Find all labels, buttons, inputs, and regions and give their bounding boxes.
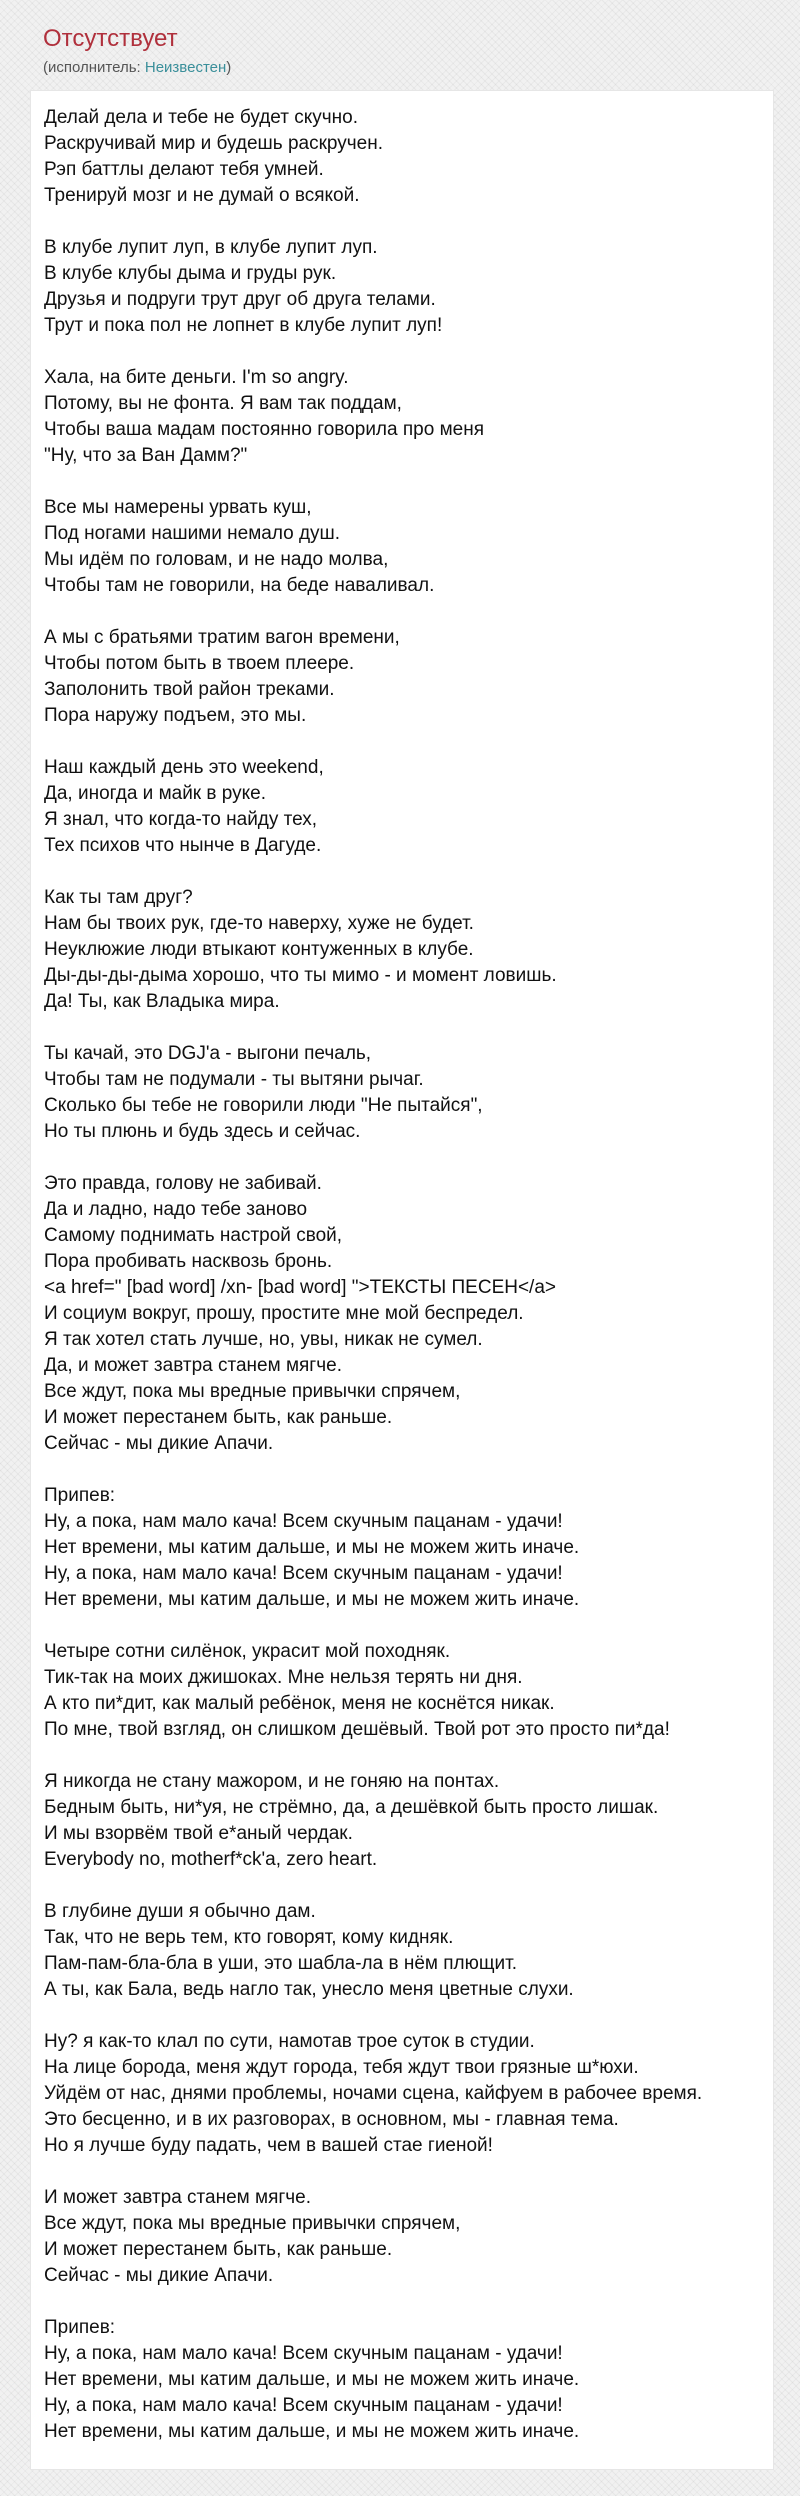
stanza: [44, 1639, 764, 1743]
lyric-line: А мы с братьями тратим вагон времени,: [44, 627, 400, 648]
lyric-line: Чтобы ваша мадам постоянно говорила про меня: [44, 419, 484, 440]
lyric-line: А кто пи*дит, как малый ребёнок, меня не коснётся никак.: [44, 1693, 555, 1714]
stanza: [44, 1899, 764, 2003]
lyric-line: Раскручивай мир и будешь раскручен.: [44, 133, 383, 154]
artist-line: [43, 58, 783, 78]
lyric-line: Ды-ды-ды-дыма хорошо, что ты мимо - и момент ловишь.: [44, 965, 557, 986]
stanza: [44, 105, 764, 209]
lyric-line: Припев:: [44, 2317, 116, 2338]
lyric-line: Это бесценно, и в их разговорах, в основном, мы - главная тема.: [44, 2109, 619, 2130]
stanza: [44, 885, 764, 1015]
stanza: [44, 365, 764, 469]
lyric-line: Все мы намерены урвать куш,: [44, 497, 312, 518]
lyric-line: Сейчас - мы дикие Апачи.: [44, 1433, 274, 1454]
lyric-line: Но ты плюнь и будь здесь и сейчас.: [44, 1121, 361, 1142]
lyric-line: Хала, на бите деньги. I'm so angry.: [44, 367, 349, 388]
lyric-line: Да! Ты, как Владыка мира.: [44, 991, 280, 1012]
lyric-line: Чтобы потом быть в твоем плеере.: [44, 653, 355, 674]
lyric-line: Я никогда не стану мажором, и не гоняю на понтах.: [44, 1771, 500, 1792]
stanza: [44, 625, 764, 729]
stanza: [44, 2315, 764, 2445]
lyric-line: Да, и может завтра станем мягче.: [44, 1355, 342, 1376]
lyric-line: Заполонить твой район треками.: [44, 679, 335, 700]
lyric-line: Тех психов что нынче в Дагуде.: [44, 835, 322, 856]
lyric-line: Чтобы там не подумали - ты вытяни рычаг.: [44, 1069, 424, 1090]
lyric-line: Тик-так на моих джишоках. Мне нельзя терять ни дня.: [44, 1667, 523, 1688]
lyric-line: И может завтра станем мягче.: [44, 2187, 312, 2208]
lyrics-text: [44, 105, 764, 2471]
lyric-line: Да и ладно, надо тебе заново: [44, 1199, 308, 1220]
stanza: [44, 1171, 764, 1457]
lyric-line: Припев:: [44, 1485, 116, 1506]
lyric-line: В клубе лупит луп, в клубе лупит луп.: [44, 237, 378, 258]
lyric-line: Я так хотел стать лучше, но, увы, никак не сумел.: [44, 1329, 483, 1350]
lyric-line: Нам бы твоих рук, где-то наверху, хуже не будет.: [44, 913, 474, 934]
stanza: [44, 1769, 764, 1873]
lyric-line: Нет времени, мы катим дальше, и мы не можем жить иначе.: [44, 1589, 580, 1610]
lyric-line: И мы взорвём твой е*аный чердак.: [44, 1823, 353, 1844]
lyric-line: И социум вокруг, прошу, простите мне мой беспредел.: [44, 1303, 524, 1324]
lyric-line: По мне, твой взгляд, он слишком дешёвый. Твой рот это просто пи*да!: [44, 1719, 670, 1740]
lyric-line: Наш каждый день это weekend,: [44, 757, 324, 778]
lyric-line: Уйдём от нас, днями проблемы, ночами сцена, кайфуем в рабочее время.: [44, 2083, 703, 2104]
stanza: [44, 2185, 764, 2289]
lyric-line: Под ногами нашими немало душ.: [44, 523, 341, 544]
lyric-line: Ну, а пока, нам мало кача! Всем скучным пацанам - удачи!: [44, 2395, 563, 2416]
lyric-line: Ну, а пока, нам мало кача! Всем скучным пацанам - удачи!: [44, 2343, 563, 2364]
artist-suffix: ): [226, 59, 232, 76]
lyric-line: В клубе клубы дыма и груды рук.: [44, 263, 337, 284]
lyric-line: Тренируй мозг и не думай о всякой.: [44, 185, 360, 206]
lyric-line: Бедным быть, ни*уя, не стрёмно, да, а дешёвкой быть просто лишак.: [44, 1797, 659, 1818]
lyric-line: Как ты там друг?: [44, 887, 193, 908]
lyric-line: Рэп баттлы делают тебя умней.: [44, 159, 324, 180]
lyric-line: Так, что не верь тем, кто говорят, кому кидняк.: [44, 1927, 454, 1948]
lyric-line: И может перестанем быть, как раньше.: [44, 1407, 393, 1428]
lyric-line: Нет времени, мы катим дальше, и мы не можем жить иначе.: [44, 1537, 580, 1558]
artist-link[interactable]: Неизвестен: [144, 59, 227, 76]
stanza: [44, 495, 764, 599]
lyric-line: Чтобы там не говорили, на беде наваливал.: [44, 575, 435, 596]
lyric-line: Пора пробивать насквозь бронь.: [44, 1251, 333, 1272]
lyric-line: "Ну, что за Ван Дамм?": [44, 445, 248, 466]
lyric-line: Нет времени, мы катим дальше, и мы не можем жить иначе.: [44, 2421, 580, 2442]
lyric-line: Я знал, что когда-то найду тех,: [44, 809, 318, 830]
lyric-line: А ты, как Бала, ведь нагло так, унесло меня цветные слухи.: [44, 1979, 574, 2000]
stanza: [44, 1041, 764, 1145]
lyric-line: Друзья и подруги трут друг об друга телами.: [44, 289, 436, 310]
lyric-line: Everybody no, motherf*ck'a, zero heart.: [44, 1849, 378, 1870]
lyric-line: Четыре сотни силёнок, украсит мой походняк.: [44, 1641, 451, 1662]
lyric-line: Неуклюжие люди втыкают контуженных в клубе.: [44, 939, 474, 960]
lyric-line: Пора наружу подъем, это мы.: [44, 705, 307, 726]
lyric-line: Мы идём по головам, и не надо молва,: [44, 549, 389, 570]
lyric-line: Все ждут, пока мы вредные привычки спрячем,: [44, 1381, 461, 1402]
lyric-line: Нет времени, мы катим дальше, и мы не можем жить иначе.: [44, 2369, 580, 2390]
lyric-line: Ну, а пока, нам мало кача! Всем скучным пацанам - удачи!: [44, 1511, 563, 1532]
lyric-line: Сколько бы тебе не говорили люди "Не пытайся",: [44, 1095, 483, 1116]
lyric-line: Ну? я как-то клал по сути, намотав трое суток в студии.: [44, 2031, 535, 2052]
lyric-line: Трут и пока пол не лопнет в клубе лупит луп!: [44, 315, 443, 336]
lyric-line: Это правда, голову не забивай.: [44, 1173, 322, 1194]
lyric-line: Ну, а пока, нам мало кача! Всем скучным пацанам - удачи!: [44, 1563, 563, 1584]
stanza: [44, 755, 764, 859]
lyric-line: Все ждут, пока мы вредные привычки спрячем,: [44, 2213, 461, 2234]
artist-prefix: (исполнитель:: [43, 59, 145, 76]
lyric-line: И может перестанем быть, как раньше.: [44, 2239, 393, 2260]
lyric-line: Да, иногда и майк в руке.: [44, 783, 266, 804]
stanza: [44, 1483, 764, 1613]
lyric-line: Ты качай, это DGJ'a - выгони печаль,: [44, 1043, 372, 1064]
song-title: Отсутствует: [43, 25, 178, 52]
stanza: [44, 235, 764, 339]
lyric-line: <a href=" [bad word] /xn- [bad word] ">ТЕКСТЫ ПЕСЕН</a>: [44, 1277, 556, 1298]
lyric-line: Пам-пам-бла-бла в уши, это шабла-ла в нём плющит.: [44, 1953, 517, 1974]
lyric-line: Потому, вы не фонта. Я вам так поддам,: [44, 393, 402, 414]
lyrics-card: [30, 90, 774, 2470]
lyric-line: На лице борода, меня ждут города, тебя ждут твои грязные ш*юхи.: [44, 2057, 639, 2078]
lyric-line: Но я лучше буду падать, чем в вашей стае гиеной!: [44, 2135, 493, 2156]
lyric-line: Самому поднимать настрой свой,: [44, 1225, 343, 1246]
stanza: [44, 2029, 764, 2159]
lyric-line: Сейчас - мы дикие Апачи.: [44, 2265, 274, 2286]
lyric-line: Делай дела и тебе не будет скучно.: [44, 107, 358, 128]
song-header: [43, 24, 783, 78]
lyric-line: В глубине души я обычно дам.: [44, 1901, 316, 1922]
